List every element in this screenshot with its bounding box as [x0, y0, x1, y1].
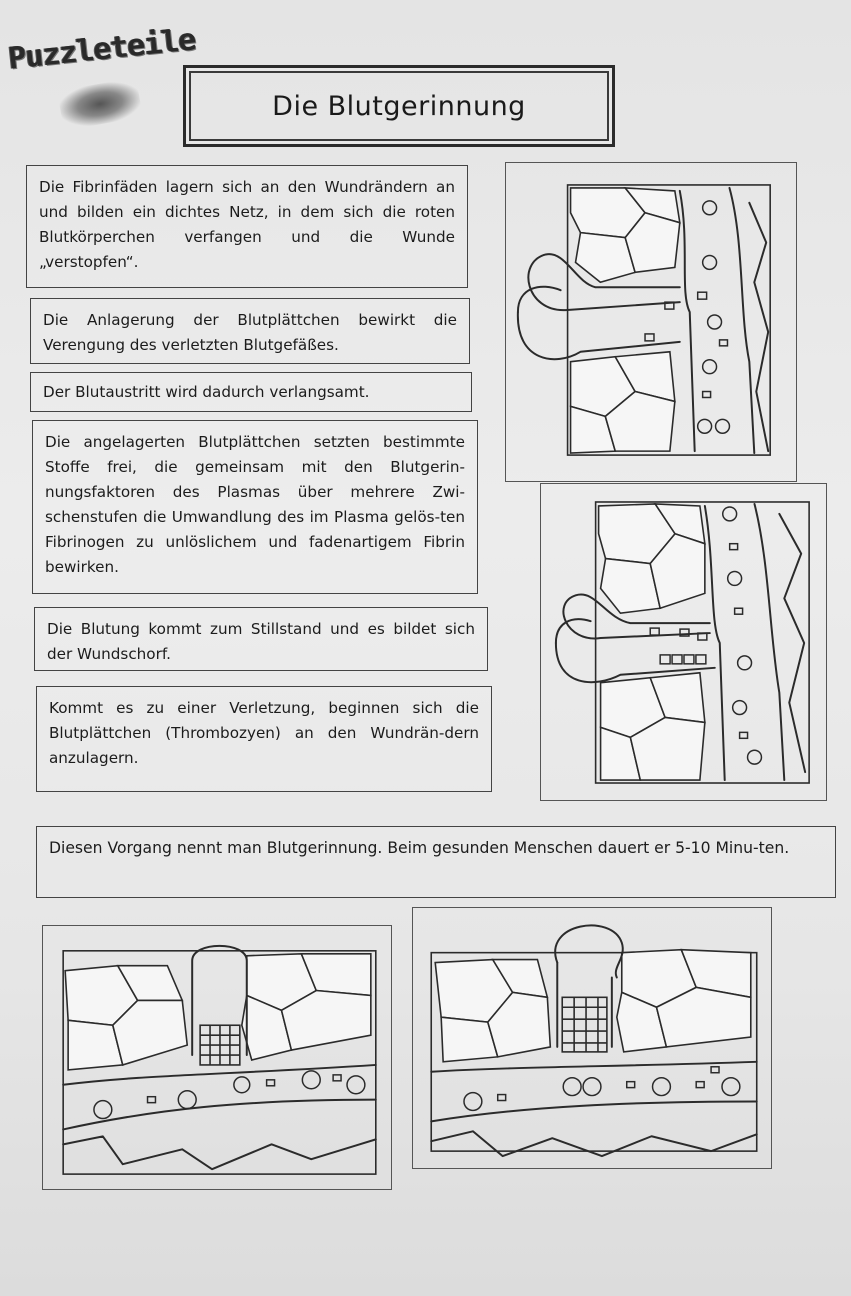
- card-slowed-bleeding-text: Der Blutaustritt wird dadurch verlangsamt.: [43, 383, 370, 401]
- card-summary-text: Diesen Vorgang nennt man Blutgerinnung. Beim gesunden Menschen dauert er 5-10 Minu-ten.: [49, 839, 790, 857]
- card-substances-released-text: Die angelagerten Blutplättchen setzten bestimmte Stoffe frei, die gemeinsam mit den Blutgerin-nungsfaktoren des Plasmas über mehrere Zwi-schenstufen die Umwandlung des im Plasma gelös-ten Fibrinogen zu unlöslichem und fadenartigem Fibrin bewirken.: [45, 433, 465, 576]
- wound-vessel-icon: [413, 908, 771, 1168]
- card-bleeding-stops[interactable]: [34, 607, 488, 671]
- card-bleeding-stops-text: Die Blutung kommt zum Stillstand und es bildet sich der Wundschorf.: [47, 620, 475, 663]
- card-platelets-attach[interactable]: [36, 686, 492, 792]
- card-platelets-attach-text: Kommt es zu einer Verletzung, beginnen sich die Blutplättchen (Thrombozyen) an den Wundrän-dern anzulagern.: [49, 699, 479, 767]
- card-substances-released[interactable]: [32, 420, 478, 594]
- wound-vessel-icon: [541, 484, 826, 800]
- puzzle-logo: [0, 22, 198, 122]
- wound-vessel-icon: [506, 163, 796, 481]
- page-title: Die Blutgerinnung: [272, 90, 526, 122]
- figure-bottom-right: [412, 907, 772, 1169]
- wound-vessel-icon: [43, 926, 391, 1189]
- card-fibrin-net-text: Die Fibrinfäden lagern sich an den Wundrändern an und bilden ein dichtes Netz, in dem sich die roten Blutkörperchen verfangen und die Wunde „verstopfen“.: [39, 178, 455, 271]
- card-vessel-narrowing-text: Die Anlagerung der Blutplättchen bewirkt die Verengung des verletzten Blutgefäßes.: [43, 311, 457, 354]
- card-vessel-narrowing[interactable]: [30, 298, 470, 364]
- figure-mid-right: [540, 483, 827, 801]
- figure-bottom-left: [42, 925, 392, 1190]
- figure-top-right: [505, 162, 797, 482]
- card-slowed-bleeding[interactable]: [30, 372, 472, 412]
- card-fibrin-net[interactable]: [26, 165, 468, 288]
- card-summary[interactable]: [36, 826, 836, 898]
- logo-text: Puzzleteile: [6, 22, 198, 77]
- title-frame: [183, 65, 615, 147]
- logo-smudge: [57, 77, 143, 130]
